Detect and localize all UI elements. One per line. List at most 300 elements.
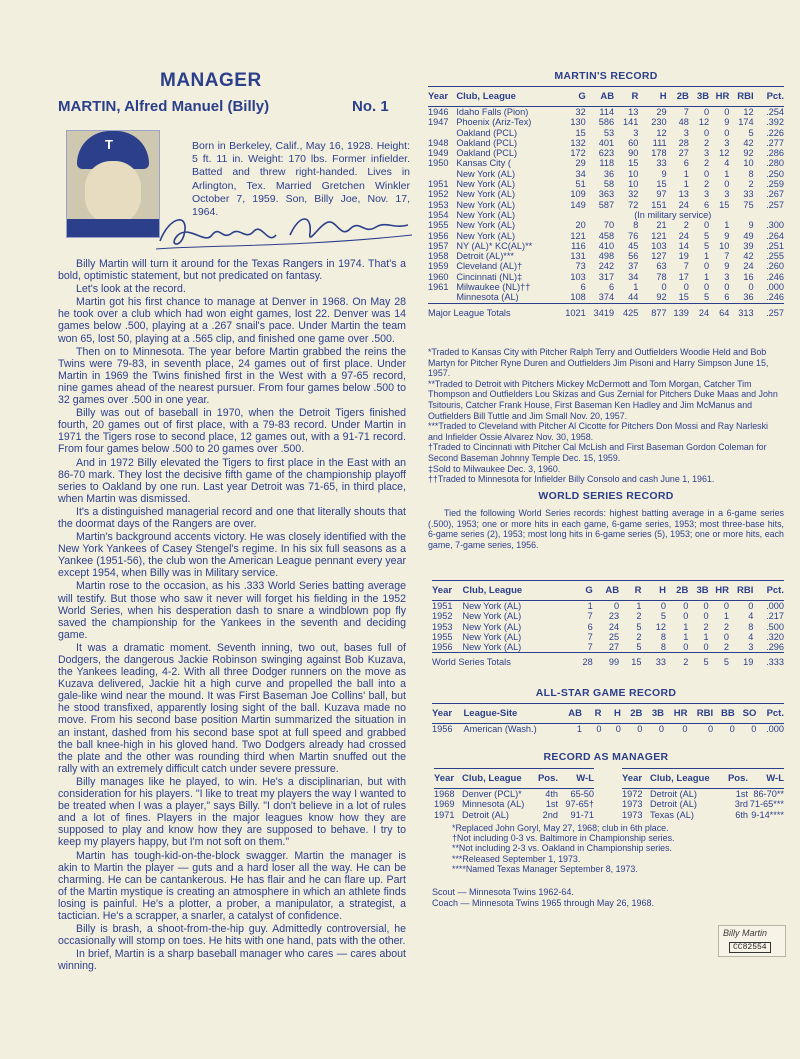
table-cell: 92	[656, 292, 667, 303]
table-row	[428, 148, 784, 158]
table-cell: 1	[576, 724, 583, 734]
table-cell: .333	[766, 657, 784, 668]
table-cell: 0	[658, 724, 664, 734]
table-cell: 425	[622, 307, 639, 318]
table-cell: 5	[748, 127, 754, 138]
column-header: Pct.	[766, 91, 784, 102]
table-cell: 1958	[428, 251, 449, 262]
table-row	[622, 810, 784, 820]
column-header: RBI	[737, 585, 754, 596]
table-cell: 56	[628, 251, 639, 262]
table-cell: New York (AL)	[462, 631, 522, 642]
table-cell: 0	[683, 642, 689, 653]
table-cell: New York (AL)	[456, 209, 516, 220]
table-cell: 2	[748, 179, 754, 190]
table-row	[428, 158, 784, 168]
table-cell: Oakland (PCL)	[456, 148, 518, 159]
table-cell: 53	[603, 127, 615, 138]
table-cell: New York (AL)	[462, 601, 522, 611]
table-cell: 5	[660, 611, 666, 622]
table-cell: 17	[678, 271, 689, 282]
table-cell: 45	[628, 240, 639, 251]
table-cell: Oakland (PCL)	[456, 127, 518, 138]
table-cell: 10	[719, 240, 730, 251]
table-cell: 178	[651, 148, 667, 159]
table-cell: 90	[628, 148, 639, 159]
table-cell: 15	[678, 292, 689, 303]
table-cell: American (Wash.)	[463, 724, 537, 734]
table-cell: New York (AL)	[462, 642, 522, 653]
table-cell: 9	[748, 220, 754, 231]
table-cell: Idaho Falls (Pion)	[456, 107, 529, 117]
table-cell: 39	[743, 240, 754, 251]
table-cell: 7	[683, 107, 689, 117]
record-title: MARTIN'S RECORD	[554, 70, 658, 82]
uniform-number: No. 1	[352, 98, 389, 115]
column-header: RBI	[737, 91, 754, 102]
table-cell: 10	[743, 158, 754, 169]
player-photo	[66, 130, 160, 238]
table-cell: 24	[678, 230, 689, 241]
table-cell: .226	[766, 127, 784, 138]
article-paragraph: Martin's background accents victory. He was closely identified with the New York Yankees of Casey Stengel's regime. In his six full seasons as a Yankee (1951-56), the club won the American League pennant every year except 1954, when Billy was in Military service.	[58, 531, 406, 580]
table-cell: 28	[678, 137, 689, 148]
table-cell: .277	[766, 137, 784, 148]
world-series-title: WORLD SERIES RECORD	[538, 490, 674, 502]
table-cell: 118	[599, 158, 615, 169]
column-header: Pct.	[766, 585, 784, 596]
totals-row	[432, 653, 784, 668]
table-cell: Oakland (PCL)	[456, 137, 518, 148]
table-cell: 0	[614, 601, 620, 611]
table-cell: 12	[719, 148, 730, 159]
table-cell: 127	[651, 251, 667, 262]
table-cell: 4	[724, 158, 730, 169]
table-cell: 1949	[428, 148, 449, 159]
table-cell: 3rd	[734, 799, 748, 810]
table-cell: 1st	[735, 789, 748, 799]
table-cell: Major League Totals	[428, 307, 511, 318]
table-cell: New York (AL)	[456, 189, 516, 200]
column-header: 2B	[676, 585, 689, 596]
table-cell: 363	[598, 189, 615, 200]
table-cell: 75	[743, 199, 754, 210]
table-cell: 34	[628, 271, 639, 282]
table-cell: 2nd	[542, 809, 558, 820]
manager-record-right	[622, 768, 784, 820]
table-cell: 1960	[428, 271, 449, 282]
table-cell: 7	[587, 631, 593, 642]
table-cell: 63	[656, 261, 667, 272]
article-paragraph: Martin got his first chance to manage at Denver in 1968. On May 28 he took over a club which had won eight games, lost 22. Denver was 14 games below .500, playing at a .267 snail's pace. Under Martin the team won 65, lost 50, playing at a .565 clip, and finished one game over .500.	[58, 296, 406, 345]
column-header: Year	[428, 91, 449, 102]
column-header: W-L	[766, 773, 784, 784]
table-cell: 6	[587, 621, 593, 632]
table-row	[432, 642, 784, 653]
table-row	[428, 261, 784, 271]
table-cell: 139	[673, 307, 689, 318]
table-row	[428, 128, 784, 138]
table-cell: 0	[751, 724, 757, 734]
table-cell	[428, 169, 456, 179]
table-cell: 5	[703, 230, 710, 241]
column-header: G	[578, 91, 586, 102]
column-header: 3B	[696, 585, 709, 596]
table-cell: 2	[703, 621, 709, 632]
table-cell: New York (AL)	[462, 611, 522, 622]
table-cell: 12	[655, 621, 666, 632]
table-cell: 0	[703, 601, 709, 611]
table-cell: 14	[678, 240, 689, 251]
table-cell: 1956	[432, 642, 453, 653]
table-cell: 34	[575, 168, 586, 179]
table-cell: 0	[729, 724, 735, 734]
column-header: Year	[432, 708, 453, 719]
column-header: Club, League	[462, 585, 523, 596]
table-cell: 7	[587, 642, 593, 653]
table-cell: 0	[703, 107, 710, 117]
table-cell: 48	[678, 117, 689, 128]
article-paragraph: Martin rose to the occasion, as his .333 World Series batting average will testify. But those who saw it never will forget his fielding in the 1952 World Series, when his desperation dash to snare a windblown pop fly saved the championship for the Yankees in the seventh and deciding game.	[58, 580, 406, 641]
column-header: Pos.	[727, 773, 748, 784]
column-header: H	[659, 585, 666, 596]
table-cell: 1973	[622, 809, 643, 820]
column-header: Year	[432, 585, 453, 596]
table-cell: 21	[656, 220, 667, 231]
table-cell: World Series Totals	[432, 657, 511, 668]
table-cell: (In military service)	[634, 209, 712, 220]
table-cell: 4	[748, 631, 754, 642]
table-cell: .320	[766, 631, 784, 642]
table-cell: 10	[628, 168, 639, 179]
table-cell: 24	[678, 199, 689, 210]
table-cell: .267	[766, 189, 784, 200]
table-cell: 130	[570, 117, 586, 128]
player-name: MARTIN, Alfred Manuel (Billy)	[58, 98, 270, 115]
table-cell: 0	[724, 282, 730, 293]
table-cell: 1952	[428, 189, 449, 200]
manager-note: *Replaced John Goryl, May 27, 1968; club in 6th place.	[452, 823, 669, 833]
table-cell: .251	[766, 240, 784, 251]
column-header: R	[594, 708, 602, 719]
table-row	[428, 138, 784, 148]
table-cell: 116	[571, 240, 586, 251]
table-cell: Minnesota (AL)	[456, 292, 519, 303]
table-cell: .260	[766, 261, 784, 272]
table-cell: 374	[598, 292, 615, 303]
table-cell: 29	[575, 158, 586, 169]
table-cell: 1	[724, 168, 730, 179]
table-cell: .217	[766, 611, 784, 622]
table-cell: 33	[743, 189, 754, 200]
column-header: G	[585, 585, 593, 596]
table-cell: Minnesota (AL)	[462, 799, 525, 810]
table-cell: 1948	[428, 137, 449, 148]
table-cell: 27	[608, 642, 620, 653]
table-cell: 70	[603, 220, 615, 231]
table-cell: 3	[724, 189, 730, 200]
table-cell: 97-65†	[565, 799, 594, 810]
table-cell: NY (AL)* KC(AL)**	[456, 240, 533, 251]
table-cell: .286	[766, 148, 784, 159]
table-row	[428, 220, 784, 230]
column-header: HR	[715, 91, 730, 102]
trade-note: ***Traded to Cleveland with Pitcher Al Cicotte for Pitchers Don Mossi and Ray Narleski and Infielder Ossie Alvarez Nov. 30, 1958.	[428, 421, 769, 442]
table-cell: 24	[743, 261, 754, 272]
table-cell: 6	[724, 292, 730, 303]
table-cell: 1957	[428, 240, 449, 251]
table-cell: Texas (AL)	[650, 809, 694, 820]
table-cell: 1951	[432, 601, 453, 611]
table-cell: 0	[723, 631, 729, 642]
table-cell: 410	[598, 240, 615, 251]
table-cell: Phoenix (Ariz-Tex)	[456, 117, 532, 128]
table-cell: .392	[766, 117, 784, 128]
section-heading: MANAGER	[160, 70, 262, 91]
table-cell: New York (AL)	[456, 230, 516, 241]
table-cell: 586	[598, 117, 615, 128]
column-header: 2B	[676, 91, 689, 102]
table-cell: 149	[570, 199, 586, 210]
article-paragraph: Billy is brash, a shoot-from-the-hip guy. Admittedly controversial, he occasionally will stomp on toes. He hits with one hand, pats with the other.	[58, 923, 406, 948]
table-cell: 86-70**	[753, 789, 784, 799]
table-cell: 15	[656, 179, 667, 190]
table-cell: 108	[570, 292, 586, 303]
table-row	[432, 601, 784, 612]
table-cell: 1951	[428, 179, 449, 190]
world-series-table	[432, 580, 784, 668]
table-cell: 15	[628, 158, 639, 169]
table-cell: 58	[603, 179, 615, 190]
scout-line: Scout — Minnesota Twins 1962-64.	[432, 887, 574, 897]
table-cell: 32	[575, 107, 586, 117]
table-cell: 3	[724, 271, 730, 282]
table-cell: 5	[703, 240, 710, 251]
table-cell: .246	[766, 271, 784, 282]
table-row	[428, 169, 784, 179]
table-cell: 5	[703, 657, 709, 668]
table-cell: 4th	[545, 789, 558, 799]
table-row	[622, 789, 784, 800]
table-cell: 65-50	[570, 789, 594, 799]
table-cell: 36	[603, 168, 615, 179]
table-cell: 132	[570, 137, 586, 148]
table-cell: 0	[683, 282, 689, 293]
table-cell: 6	[608, 282, 615, 293]
table-cell: 73	[575, 261, 586, 272]
table-cell: .000	[766, 282, 784, 293]
table-cell: 9	[724, 117, 730, 128]
table-cell: 1021	[565, 307, 586, 318]
table-cell: 7	[587, 611, 593, 622]
table-cell: 2	[723, 621, 729, 632]
table-row	[428, 210, 784, 220]
table-cell: 3	[703, 148, 710, 159]
table-cell: 1	[723, 611, 729, 622]
table-cell: Milwaukee (NL)††	[456, 282, 531, 293]
table-cell: 317	[598, 271, 615, 282]
table-cell: 2	[683, 657, 689, 668]
table-cell: 76	[628, 230, 639, 241]
autograph-signature	[150, 205, 420, 257]
table-row	[428, 231, 784, 241]
table-cell: 230	[651, 117, 667, 128]
table-cell: 16	[743, 271, 754, 282]
trade-note: *Traded to Kansas City with Pitcher Ralph Terry and Outfielders Woodie Held and Bob Martyn for Pitcher Ryne Duren and Outfielders Jim Pisoni and Harry Simpson June 15, 1957.	[428, 347, 769, 379]
table-cell: 1950	[428, 158, 449, 169]
table-cell: 8	[748, 621, 754, 632]
table-row	[428, 282, 784, 292]
column-header: Year	[434, 773, 455, 784]
table-cell	[428, 128, 456, 138]
table-cell: 0	[703, 282, 710, 293]
table-cell: 2	[636, 611, 642, 622]
world-series-records-text: Tied the following World Series records: highest batting average in a 6-game series (.500), 1953; one or more hits in each game, 6-game series, 1953; most three-base hits, 6-game series (2), 1953; most long hits in 6-game series (5), 1953; one or more hits, each game, 7-game series, 1956.	[428, 508, 784, 550]
table-cell: 111	[652, 137, 667, 148]
sticker-code: CC82554	[729, 942, 771, 953]
table-cell: 72	[628, 199, 639, 210]
table-cell: 5	[723, 657, 729, 668]
table-cell: New York (AL)	[462, 621, 522, 632]
table-row	[428, 241, 784, 251]
table-cell: 0	[748, 282, 754, 293]
table-cell: .254	[766, 107, 784, 117]
table-cell: 313	[738, 307, 754, 318]
all-star-table	[432, 703, 784, 734]
table-cell: 6	[683, 158, 689, 169]
table-cell: 0	[660, 601, 666, 611]
table-cell: 1956	[432, 724, 453, 734]
table-cell: 1st	[545, 799, 558, 810]
column-header: R	[634, 585, 642, 596]
table-row	[428, 107, 784, 118]
column-header: H	[659, 91, 667, 102]
table-cell: 131	[570, 251, 586, 262]
table-cell: 4	[748, 611, 754, 622]
table-cell: 10	[628, 179, 639, 190]
table-row	[434, 810, 594, 820]
table-cell: 2	[703, 179, 710, 190]
table-cell: .255	[766, 251, 784, 262]
table-cell: 121	[651, 230, 667, 241]
table-cell: 1946	[428, 107, 449, 117]
table-cell: Cincinnati (NL)‡	[456, 271, 523, 282]
article-paragraph: Billy manages like he played, to win. He's a disciplinarian, but with consideration for his players. "I like to treat my players the way I wanted to be treated when I was a player," says Billy. "I don't believe in a lot of rules and a lot of fines. Players in the major leagues know how they are supposed to play and know how they are supposed to behave. I try to keep my players happy, but I'm not soft on them."	[58, 775, 406, 849]
table-cell: 3	[633, 127, 639, 138]
table-cell: 0	[724, 107, 730, 117]
table-cell: 36	[743, 292, 754, 303]
column-header: R	[631, 91, 639, 102]
article-paragraph: And in 1972 Billy elevated the Tigers to first place in the East with an 86-70 mark. They lost the decisive fifth game of the championship playoff series to Oakland by one run. Last year Detroit was 71-65, in third place, when Martin was dismissed.	[58, 456, 406, 505]
table-cell: 51	[575, 179, 586, 190]
table-cell: 172	[570, 148, 586, 159]
table-cell: 0	[637, 724, 643, 734]
table-cell: 13	[678, 189, 689, 200]
table-cell: 19	[743, 657, 754, 668]
table-cell: 141	[622, 117, 639, 128]
table-cell: .257	[766, 199, 784, 210]
table-cell: 23	[608, 611, 620, 622]
table-cell: 49	[743, 230, 754, 241]
trade-note: †Traded to Cincinnati with Pitcher Cal McLish and First Baseman Gordon Coleman for Second Baseman Johnny Temple Dec. 15, 1959.	[428, 442, 767, 463]
column-header: Year	[622, 773, 643, 784]
trade-notes	[428, 347, 784, 485]
table-cell: 92	[743, 148, 754, 159]
trade-note: ††Traded to Minnesota for Infielder Billy Consolo and cash June 1, 1961.	[428, 474, 715, 485]
column-header: W-L	[576, 773, 594, 784]
table-row	[622, 799, 784, 809]
table-cell: 1	[587, 601, 593, 611]
table-row	[434, 799, 594, 809]
table-cell: 3	[683, 127, 689, 138]
table-cell: 0	[724, 179, 730, 190]
table-cell: 37	[628, 261, 639, 272]
table-cell: New York (AL)	[456, 220, 516, 231]
table-cell: 174	[738, 117, 754, 128]
table-cell: 151	[651, 199, 667, 210]
table-cell: 78	[656, 271, 667, 282]
table-cell: 1	[636, 601, 642, 611]
table-cell: 12	[743, 107, 754, 117]
table-cell: Detroit (AL)	[462, 809, 509, 820]
table-cell: 7	[724, 251, 730, 262]
table-cell: 0	[661, 282, 667, 293]
table-cell: 1973	[622, 799, 643, 810]
article-body	[58, 258, 406, 973]
table-cell: 242	[598, 261, 615, 272]
column-header: 3B	[651, 708, 664, 719]
table-row	[428, 272, 784, 282]
table-cell: 0	[703, 642, 709, 653]
table-cell: 3	[724, 137, 730, 148]
table-cell: 8	[660, 642, 666, 653]
table-cell: 1	[703, 631, 709, 642]
table-cell: 1	[683, 631, 689, 642]
column-header: AB	[568, 708, 583, 719]
table-cell: 24	[608, 621, 620, 632]
table-cell: .300	[766, 220, 784, 231]
table-cell: 1	[683, 621, 689, 632]
table-cell: 6	[580, 282, 586, 293]
table-cell: New York (AL)	[456, 179, 516, 190]
table-cell: 8	[748, 168, 754, 179]
column-header: BB	[721, 708, 735, 719]
table-cell: 9	[724, 261, 730, 272]
manager-note: ***Released September 1, 1973.	[452, 853, 581, 864]
table-cell: 109	[570, 189, 586, 200]
article-paragraph: Martin has tough-kid-on-the-block swagger. Martin the manager is akin to Martin the player — guts and a hard loser all the way. He can be charming. He can be cantankerous. He has flair and he can flare up. Part of the Martin mystique is creating an atmosphere in which an athlete finds losing is painful. He's a plotter, a prober, a manipulator, a strategist, a tactician. He's a scrapper, a snarler, a catalyst of confidence.	[58, 849, 406, 922]
table-cell: 13	[628, 107, 639, 117]
table-cell: 0	[723, 601, 729, 611]
article-paragraph: It's a distinguished managerial record and one that literally shouts that the doormat days of the Rangers are over.	[58, 505, 406, 530]
table-cell: 7	[683, 261, 689, 272]
table-cell: 1	[683, 179, 689, 190]
table-cell: 2	[703, 137, 710, 148]
table-row	[428, 179, 784, 189]
table-cell: 33	[656, 158, 667, 169]
table-cell: 2	[683, 220, 689, 231]
table-cell: Denver (PCL)*	[462, 789, 522, 799]
table-cell: New York (AL)	[456, 199, 516, 210]
table-cell: 877	[651, 307, 667, 318]
scout-coach-text	[432, 887, 654, 909]
table-row	[432, 622, 784, 632]
table-cell: 1961	[428, 282, 449, 293]
column-header: HR	[715, 585, 729, 596]
table-cell: New York (AL)	[456, 168, 516, 179]
table-cell: 99	[608, 657, 620, 668]
table-row	[428, 251, 784, 261]
